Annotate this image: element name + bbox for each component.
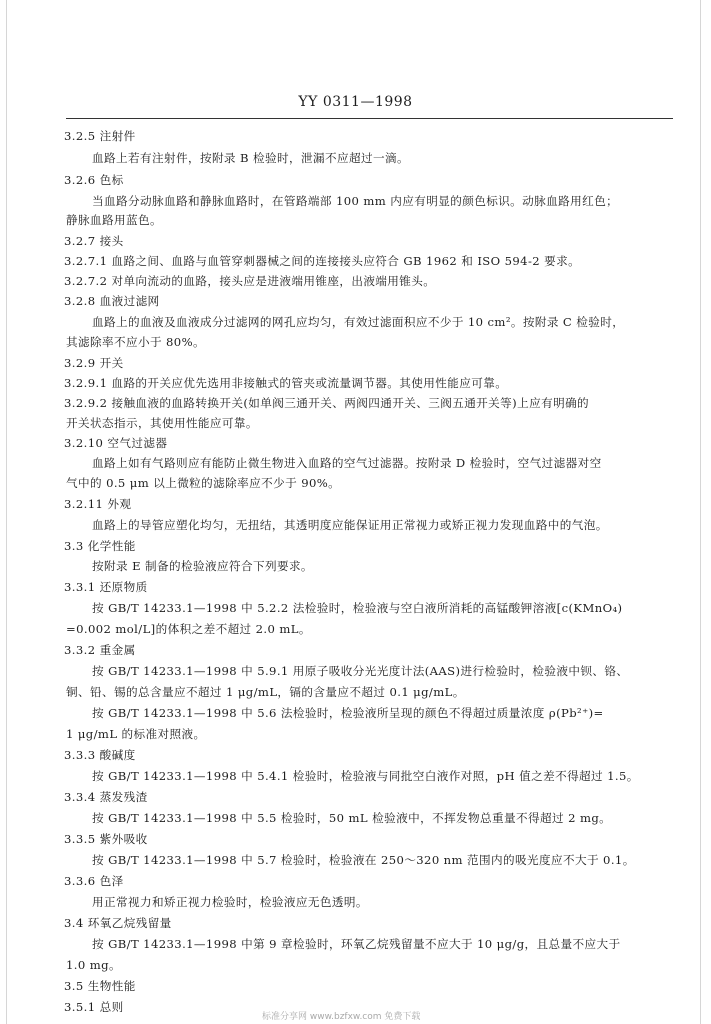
body-text: 按 GB/T 14233.1—1998 中 5.9.1 用原子吸收分光光度计法(AAS)进行检验时，检验液中钡、铬、	[92, 664, 629, 678]
body-text: 血路上的血液及血液成分过滤网的网孔应均匀，有效过滤面积应不少于 10 cm²。按附录 C 检验时，	[92, 315, 625, 329]
clause-text: 3.2.7.1 血路之间、血路与血管穿刺器械之间的连接接头应符合 GB 1962 和 ISO 594-2 要求。	[64, 254, 581, 268]
scan-edge-left	[6, 0, 7, 1024]
section-heading: 3.3.4 蒸发残渣	[64, 790, 148, 804]
clause-text: 3.2.9.1 血路的开关应优先选用非接触式的管夹或流量调节器。其使用性能应可靠。	[64, 376, 508, 390]
body-text: 1.0 mg。	[66, 958, 121, 972]
section-heading: 3.3.5 紫外吸收	[64, 832, 148, 846]
body-text: 开关状态指示，其使用性能应可靠。	[66, 416, 258, 430]
body-text: =0.002 mol/L]的体积之差不超过 2.0 mL。	[66, 622, 311, 636]
section-heading: 3.3.1 还原物质	[64, 580, 148, 594]
body-text: 血路上若有注射件，按附录 B 检验时，泄漏不应超过一滴。	[92, 151, 409, 165]
body-text: 按 GB/T 14233.1—1998 中 5.7 检验时，检验液在 250～320 nm 范围内的吸光度应不大于 0.1。	[92, 853, 635, 867]
section-heading: 3.2.5 注射件	[64, 129, 136, 143]
section-heading: 3.2.8 血液过滤网	[64, 294, 160, 308]
body-text: 血路上的导管应塑化均匀，无扭结，其透明度应能保证用正常视力或矫正视力发现血路中的气泡。	[92, 518, 608, 532]
body-text: 血路上如有气路则应有能防止微生物进入血路的空气过滤器。按附录 D 检验时，空气过滤器对空	[92, 456, 602, 470]
scan-edge-right	[700, 0, 701, 1024]
clause-text: 3.2.7.2 对单向流动的血路，接头应是进液端用锥座，出液端用锥头。	[64, 274, 436, 288]
body-text: 按 GB/T 14233.1—1998 中 5.6 法检验时，检验液所呈现的颜色不得超过质量浓度 ρ(Pb²⁺)=	[92, 706, 604, 720]
section-heading: 3.5 生物性能	[64, 979, 136, 993]
section-heading: 3.3.3 酸碱度	[64, 748, 136, 762]
section-heading: 3.3 化学性能	[64, 539, 136, 553]
page-header: YY 0311—1998	[298, 94, 413, 110]
body-text: 按 GB/T 14233.1—1998 中 5.4.1 检验时，检验液与同批空白液作对照，pH 值之差不得超过 1.5。	[92, 769, 639, 783]
download-watermark: 标准分享网 www.bzfxw.com 免费下载	[262, 1012, 421, 1022]
body-text: 用正常视力和矫正视力检验时，检验液应无色透明。	[92, 895, 368, 909]
section-heading: 3.2.11 外观	[64, 497, 132, 511]
section-heading: 3.2.7 接头	[64, 234, 124, 248]
section-heading: 3.2.9 开关	[64, 356, 124, 370]
body-text: 按 GB/T 14233.1—1998 中 5.5 检验时，50 mL 检验液中，不挥发物总重量不得超过 2 mg。	[92, 811, 612, 825]
body-text: 按 GB/T 14233.1—1998 中 5.2.2 法检验时，检验液与空白液所消耗的高锰酸钾溶液[c(KMnO₄)	[92, 601, 623, 615]
header-rule	[66, 118, 673, 119]
clause-text: 3.2.9.2 接触血液的血路转换开关(如单阀三通开关、两阀四通开关、三阀五通开关等)上应有明确的	[64, 396, 590, 410]
section-heading: 3.2.10 空气过滤器	[64, 436, 168, 450]
body-text: 按 GB/T 14233.1—1998 中第 9 章检验时，环氧乙烷残留量不应大于 10 μg/g，且总量不应大于	[92, 937, 621, 951]
section-heading: 3.3.6 色泽	[64, 874, 124, 888]
section-heading: 3.4 环氧乙烷残留量	[64, 916, 172, 930]
body-text: 其滤除率不应小于 80%。	[66, 335, 205, 349]
body-text: 按附录 E 制备的检验液应符合下列要求。	[92, 559, 313, 573]
body-text: 当血路分动脉血路和静脉血路时，在管路端部 100 mm 内应有明显的颜色标识。动脉血路用红色；	[92, 194, 619, 208]
section-heading: 3.2.6 色标	[64, 173, 124, 187]
body-text: 铜、铅、锡的总含量应不超过 1 μg/mL，镉的含量应不超过 0.1 μg/mL。	[66, 685, 465, 699]
body-text: 静脉血路用蓝色。	[66, 213, 162, 227]
body-text: 气中的 0.5 μm 以上微粒的滤除率应不少于 90%。	[66, 476, 341, 490]
section-heading: 3.3.2 重金属	[64, 643, 136, 657]
body-text: 1 μg/mL 的标准对照液。	[66, 727, 206, 741]
section-heading: 3.5.1 总则	[64, 1000, 124, 1014]
